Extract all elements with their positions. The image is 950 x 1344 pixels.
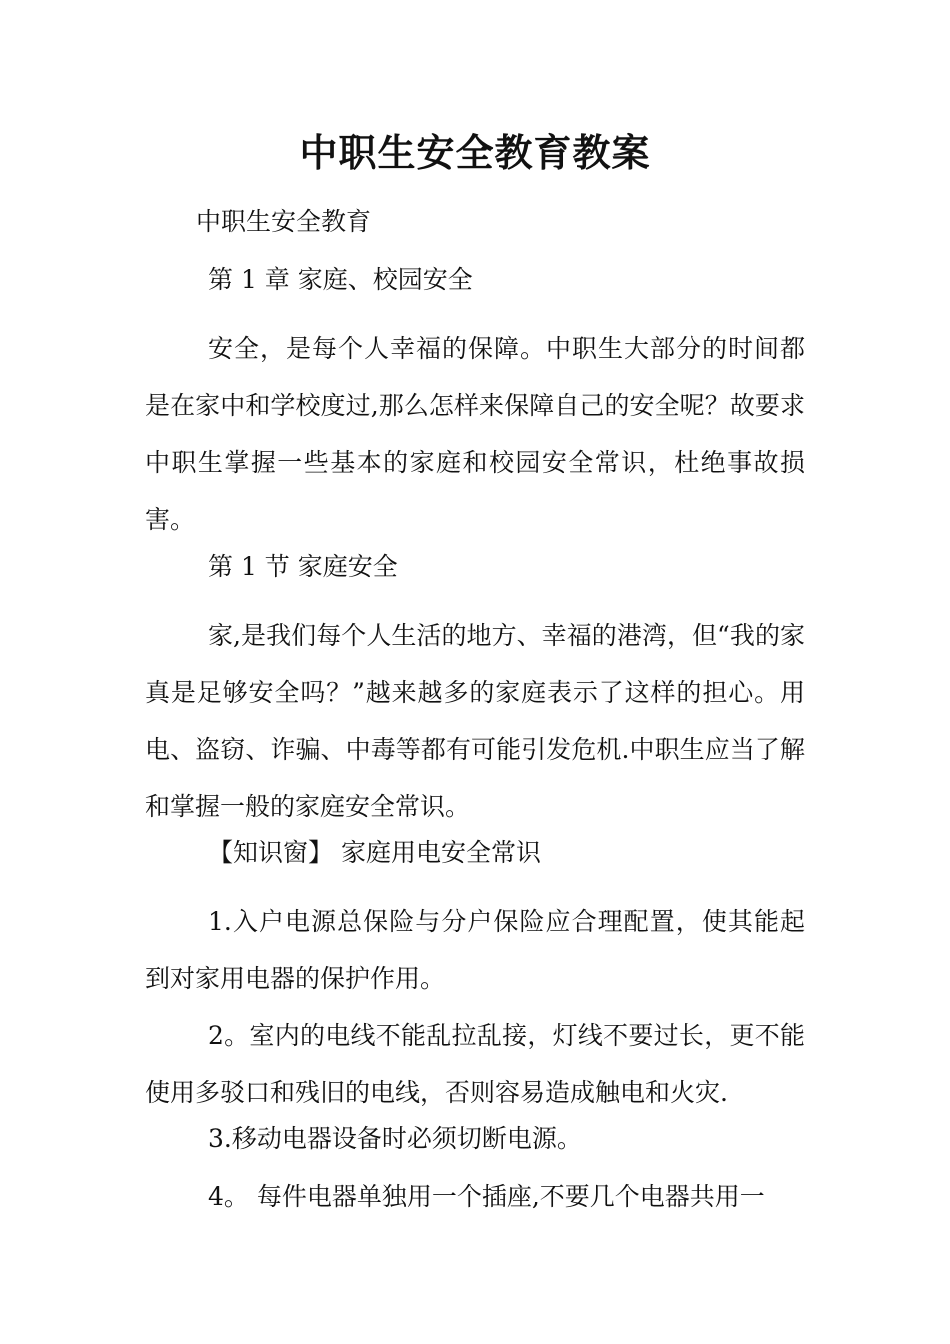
paragraph-intro: 安全，是每个人幸福的保障。中职生大部分的时间都是在家中和学校度过,那么怎样来保障自己的安全呢？故要求中职生掌握一些基本的家庭和校园安全常识，杜绝事故损害。 — [145, 334, 805, 534]
chapter-heading: 第 1 章 家庭、校园安全 — [208, 265, 473, 294]
list-item: 3.移动电器设备时必须切断电源。 — [208, 1124, 582, 1153]
document-subtitle: 中职生安全教育 — [196, 207, 372, 236]
document-title: 中职生安全教育教案 — [299, 130, 651, 175]
list-item: 1.入户电源总保险与分户保险应合理配置，使其能起到对家用电器的保护作用。 — [145, 907, 805, 993]
section-heading: 第 1 节 家庭安全 — [208, 552, 398, 581]
paragraph-home-safety: 家,是我们每个人生活的地方、幸福的港湾，但“我的家真是足够安全吗？”越来越多的家庭表示了这样的担心。用电、盗窃、诈骗、中毒等都有可能引发危机.中职生应当了解和掌握一般的家庭安全常识。 — [145, 621, 805, 821]
knowledge-window-heading: 【知识窗】 家庭用电安全常识 — [208, 838, 541, 867]
list-item: 2。室内的电线不能乱拉乱接，灯线不要过长，更不能使用多驳口和残旧的电线，否则容易造成触电和火灾. — [145, 1021, 805, 1107]
list-item: 4。 每件电器单独用一个插座,不要几个电器共用一 — [208, 1182, 765, 1211]
